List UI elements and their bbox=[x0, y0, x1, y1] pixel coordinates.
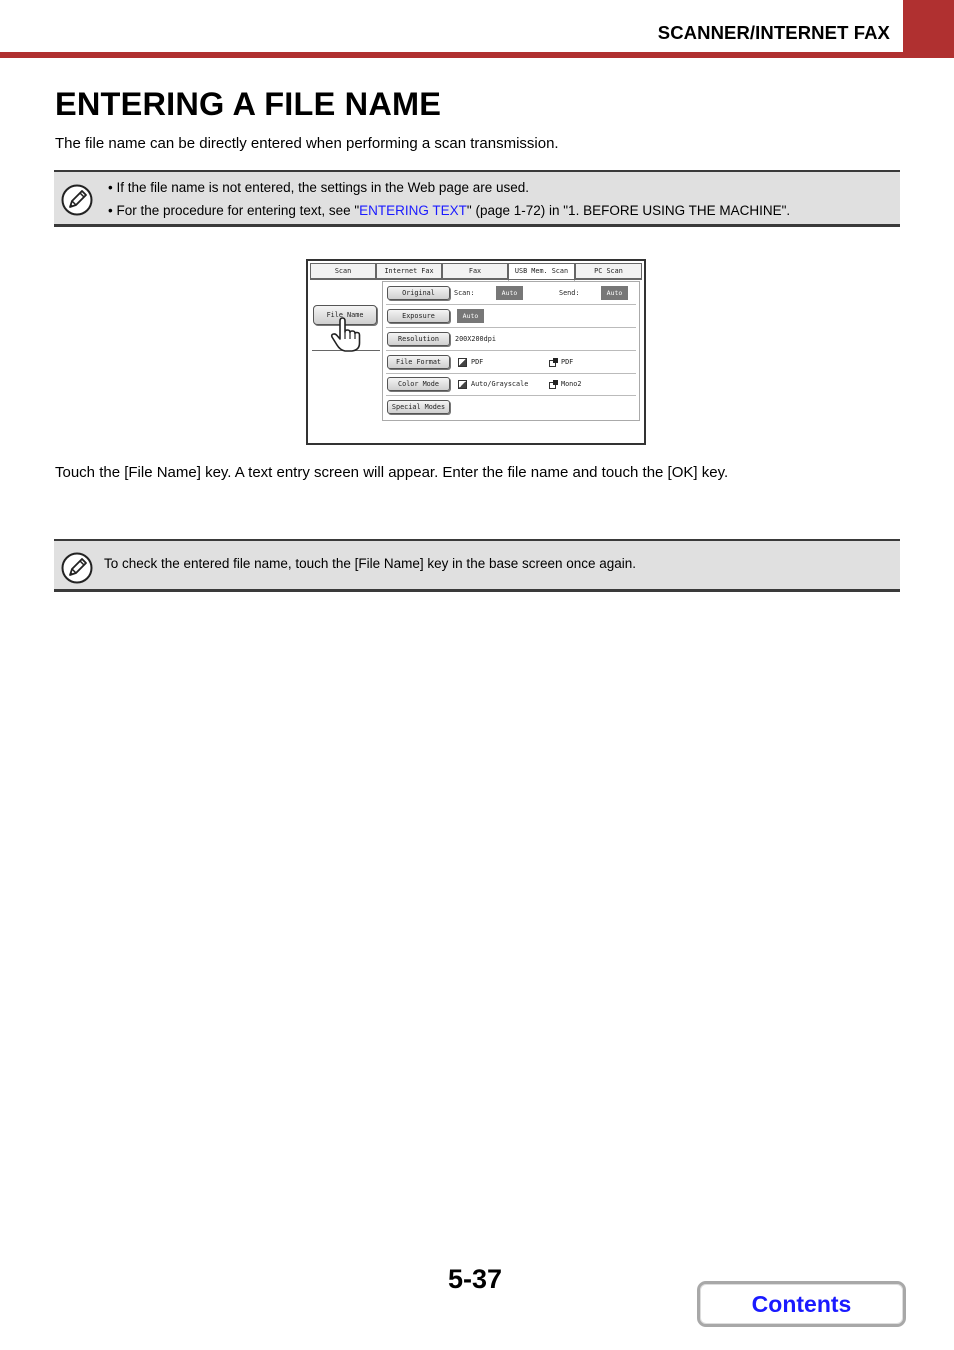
header-tab bbox=[903, 0, 954, 58]
tab-scan[interactable]: Scan bbox=[310, 263, 376, 279]
intro-text: The file name can be directly entered when performing a scan transmission. bbox=[55, 135, 559, 152]
resolution-value: 200X200dpi bbox=[455, 335, 496, 343]
pencil-note-icon bbox=[61, 552, 93, 584]
tab-pc-scan[interactable]: PC Scan bbox=[575, 263, 642, 279]
special-modes-button[interactable]: Special Modes bbox=[387, 400, 450, 414]
file-format-color: PDF bbox=[471, 358, 484, 366]
base-screen-illustration bbox=[306, 259, 646, 445]
page-title: ENTERING A FILE NAME bbox=[55, 86, 442, 122]
exposure-value: Auto bbox=[457, 309, 484, 323]
resolution-button[interactable]: Resolution bbox=[387, 332, 450, 346]
send-value: Auto bbox=[601, 286, 628, 300]
color-mode-icon bbox=[458, 380, 467, 389]
row-divider bbox=[386, 327, 636, 328]
pencil-note-icon bbox=[61, 184, 93, 216]
row-divider bbox=[386, 395, 636, 396]
row-divider bbox=[386, 304, 636, 305]
tab-usb-mem-scan[interactable]: USB Mem. Scan bbox=[508, 263, 575, 281]
color-mode-icon bbox=[458, 358, 467, 367]
note-list bbox=[108, 178, 790, 224]
send-label: Send: bbox=[559, 289, 580, 297]
tabs-underline bbox=[310, 279, 642, 280]
exposure-button[interactable]: Exposure bbox=[387, 309, 450, 323]
note-item: • For the procedure for entering text, see "ENTERING TEXT" (page 1-72) in "1. BEFORE USING THE MACHINE". bbox=[108, 201, 790, 224]
section-title: SCANNER/INTERNET FAX bbox=[657, 22, 890, 43]
note-item: • If the file name is not entered, the settings in the Web page are used. bbox=[108, 178, 790, 201]
pointing-hand-icon bbox=[330, 317, 364, 353]
row-divider bbox=[386, 350, 636, 351]
color-mode-mono: Mono2 bbox=[561, 380, 582, 388]
scan-label: Scan: bbox=[454, 289, 475, 297]
page-number: 5-37 bbox=[448, 1264, 503, 1294]
note-box bbox=[54, 539, 900, 592]
color-mode-color: Auto/Grayscale bbox=[471, 380, 529, 388]
tab-internet-fax[interactable]: Internet Fax bbox=[376, 263, 442, 279]
scan-value: Auto bbox=[496, 286, 523, 300]
header-bar bbox=[0, 52, 954, 58]
mono-mode-icon bbox=[549, 380, 558, 389]
note-text: To check the entered file name, touch the [File Name] key in the base screen once again. bbox=[104, 556, 637, 571]
note-box bbox=[54, 170, 900, 227]
file-name-button[interactable]: File Name bbox=[313, 305, 377, 325]
row-divider bbox=[386, 373, 636, 374]
entering-text-link[interactable]: ENTERING TEXT bbox=[359, 203, 467, 218]
settings-panel bbox=[382, 281, 640, 421]
instruction-text: Touch the [File Name] key. A text entry screen will appear. Enter the file name and touch the [OK] key. bbox=[55, 464, 729, 481]
mono-mode-icon bbox=[549, 358, 558, 367]
contents-button[interactable]: Contents bbox=[697, 1281, 906, 1327]
tab-fax[interactable]: Fax bbox=[442, 263, 508, 279]
color-mode-button[interactable]: Color Mode bbox=[387, 377, 450, 391]
original-button[interactable]: Original bbox=[387, 286, 450, 300]
file-format-mono: PDF bbox=[561, 358, 574, 366]
file-format-button[interactable]: File Format bbox=[387, 355, 450, 369]
